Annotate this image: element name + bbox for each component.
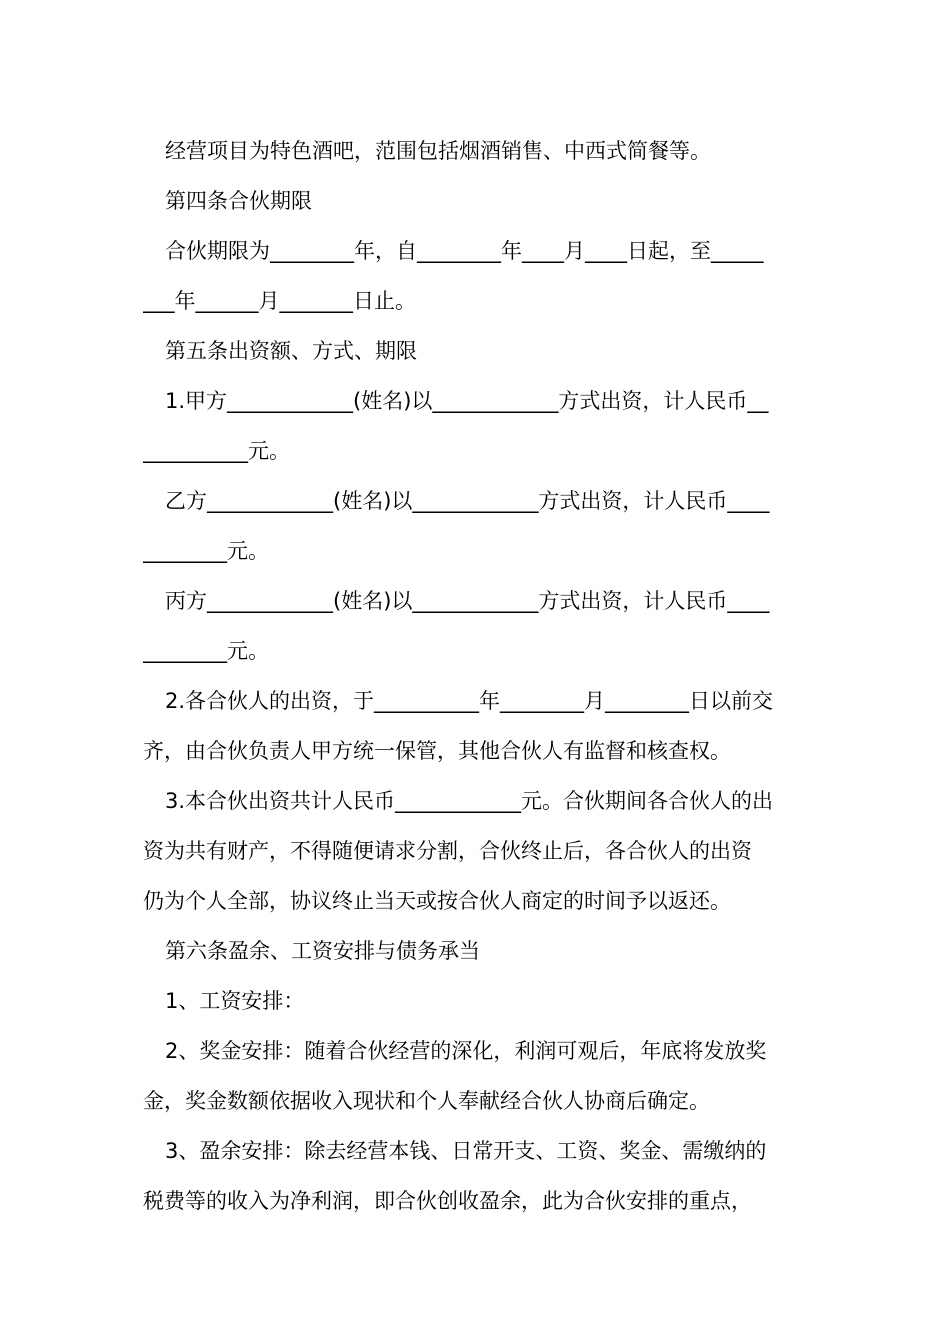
paragraph-party-b-line-2: ________元。	[143, 539, 269, 563]
paragraph-bonus-line-2: 金，奖金数额依据收入现状和个人奉献经合伙人协商后确定。	[143, 1089, 710, 1113]
heading-article-6: 第六条盈余、工资安排与债务承当	[165, 939, 480, 963]
paragraph-contribution-date-line-2: 齐，由合伙负责人甲方统一保管，其他合伙人有监督和核查权。	[143, 739, 731, 763]
document-body	[143, 126, 809, 1226]
paragraph-surplus-line-1: 3、盈余安排：除去经营本钱、日常开支、工资、奖金、需缴纳的	[165, 1139, 767, 1163]
paragraph-salary: 1、工资安排：	[165, 989, 305, 1013]
paragraph-party-a-line-1: 1.甲方____________(姓名)以____________方式出资，计人民币__	[165, 389, 769, 413]
paragraph-total-contribution-line-1: 3.本合伙出资共计人民币____________元。合伙期间各合伙人的出	[165, 789, 774, 813]
paragraph-party-c-line-1: 丙方____________(姓名)以____________方式出资，计人民币____	[165, 589, 770, 613]
paragraph-term-line-1: 合伙期限为________年，自________年____月____日起，至_____	[165, 239, 764, 263]
paragraph-surplus-line-2: 税费等的收入为净利润，即合伙创收盈余，此为合伙安排的重点，	[143, 1189, 752, 1213]
paragraph-business-scope: 经营项目为特色酒吧，范围包括烟酒销售、中西式简餐等。	[165, 139, 711, 163]
paragraph-total-contribution-line-2: 资为共有财产，不得随便请求分割，合伙终止后，各合伙人的出资	[143, 839, 752, 863]
paragraph-bonus-line-1: 2、奖金安排：随着合伙经营的深化，利润可观后，年底将发放奖	[165, 1039, 767, 1063]
heading-article-4: 第四条合伙期限	[165, 189, 312, 213]
paragraph-party-b-line-1: 乙方____________(姓名)以____________方式出资，计人民币____	[165, 489, 770, 513]
heading-article-5: 第五条出资额、方式、期限	[165, 339, 417, 363]
paragraph-party-c-line-2: ________元。	[143, 639, 269, 663]
paragraph-term-line-2: ___年______月_______日止。	[143, 289, 416, 313]
paragraph-party-a-line-2: __________元。	[143, 439, 290, 463]
paragraph-total-contribution-line-3: 仍为个人全部，协议终止当天或按合伙人商定的时间予以返还。	[143, 889, 731, 913]
paragraph-contribution-date-line-1: 2.各合伙人的出资，于__________年________月________日以前交	[165, 689, 774, 713]
